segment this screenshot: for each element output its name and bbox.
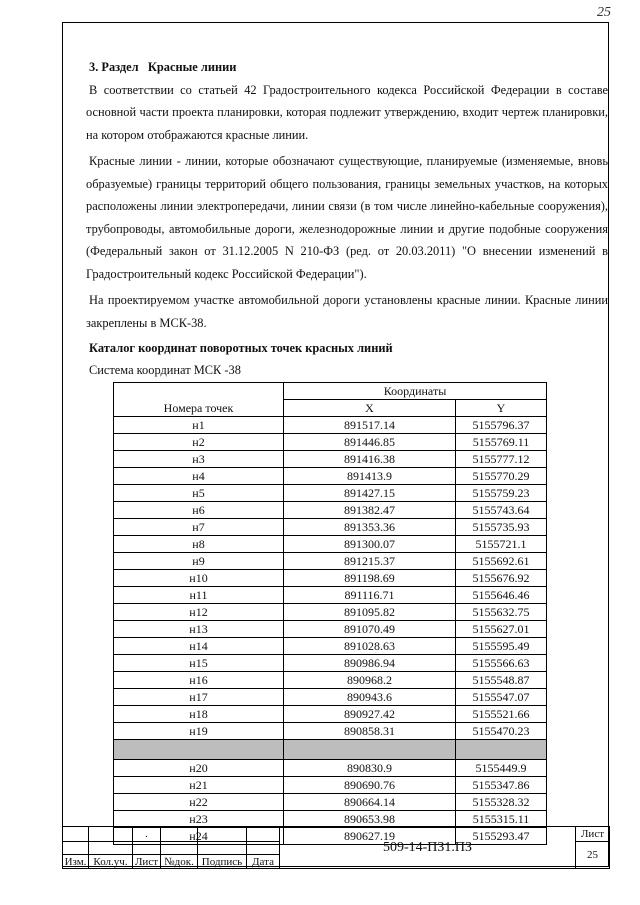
point-number-cell: н9: [114, 553, 284, 570]
catalog-title: Каталог координат поворотных точек красных линий: [89, 341, 393, 355]
title-block: [62, 826, 610, 869]
y-cell: 5155449.9: [456, 760, 547, 777]
y-cell: 5155328.32: [456, 794, 547, 811]
x-cell: 891198.69: [284, 570, 456, 587]
table-separator: [114, 740, 547, 760]
x-cell: 890968.2: [284, 672, 456, 689]
point-number-cell: н20: [114, 760, 284, 777]
point-number-cell: н17: [114, 689, 284, 706]
point-number-cell: н8: [114, 536, 284, 553]
x-cell: 890690.76: [284, 777, 456, 794]
point-number-cell: н4: [114, 468, 284, 485]
stamp-dot: .: [133, 827, 161, 842]
paragraph-1: В соответствии со статьей 42 Градостроительного кодекса Российской Федерации в составе основной части проекта планировки, которая подлежит утверждению, входит чертеж планировки, на котором отображаются красные линии.: [86, 82, 608, 142]
x-cell: 891427.15: [284, 485, 456, 502]
table-row: [114, 468, 547, 485]
x-cell: 891413.9: [284, 468, 456, 485]
x-cell: 891382.47: [284, 502, 456, 519]
stamp-col-data: Дата: [247, 855, 280, 869]
stamp-col-izm: Изм.: [63, 855, 89, 869]
point-number-cell: н13: [114, 621, 284, 638]
y-cell: 5155627.01: [456, 621, 547, 638]
table-row: [114, 672, 547, 689]
y-cell: 5155721.1: [456, 536, 547, 553]
y-cell: 5155470.23: [456, 723, 547, 740]
x-cell: 890858.31: [284, 723, 456, 740]
y-cell: 5155548.87: [456, 672, 547, 689]
header-x: X: [284, 400, 456, 417]
point-number-cell: н24: [114, 828, 284, 845]
table-row: [114, 451, 547, 468]
x-cell: 891517.14: [284, 417, 456, 434]
paragraph-2: Красные линии - линии, которые обозначают существующие, планируемые (изменяемые, вновь образуемые) границы территорий общего пользования, границы земельных участков, на которых расположены линии электропередачи, линии связи (в том числе линейно-кабельные сооружения), трубопроводы, автомобильные дороги, железнодорожные линии и другие подобные сооружения (Федеральный закон от 31.12.2005 N 210-ФЗ (ред. от 20.03.2011) "О внесении изменений в Градостроительный кодекс Российской Федерации").: [86, 154, 608, 281]
header-points: Номера точек: [114, 383, 284, 417]
table-row: [114, 553, 547, 570]
x-cell: 891446.85: [284, 434, 456, 451]
y-cell: 5155521.66: [456, 706, 547, 723]
point-number-cell: н2: [114, 434, 284, 451]
table-row: [114, 723, 547, 740]
y-cell: 5155759.23: [456, 485, 547, 502]
point-number-cell: н18: [114, 706, 284, 723]
table-row: [114, 587, 547, 604]
table-body-a: [114, 417, 547, 740]
y-cell: 5155293.47: [456, 828, 547, 845]
paragraph-3: На проектируемом участке автомобильной дороги установлены красные линии. Красные линии закреплены в МСК-38.: [86, 293, 608, 330]
table-row: [114, 777, 547, 794]
y-cell: 5155770.29: [456, 468, 547, 485]
x-cell: 891028.63: [284, 638, 456, 655]
header-coordinates: Координаты: [284, 383, 547, 400]
y-cell: 5155676.92: [456, 570, 547, 587]
page-corner-number: 25: [597, 5, 611, 20]
coordinates-table: [113, 382, 547, 845]
point-number-cell: н22: [114, 794, 284, 811]
sheet-label: Лист: [576, 827, 610, 842]
point-number-cell: н16: [114, 672, 284, 689]
y-cell: 5155692.61: [456, 553, 547, 570]
point-number-cell: н5: [114, 485, 284, 502]
point-number-cell: н1: [114, 417, 284, 434]
x-cell: 890943.6: [284, 689, 456, 706]
section-heading: 3. Раздел Красные линии: [89, 60, 237, 74]
table-row: [114, 794, 547, 811]
separator-row: [114, 740, 547, 760]
point-number-cell: н6: [114, 502, 284, 519]
y-cell: 5155595.49: [456, 638, 547, 655]
y-cell: 5155632.75: [456, 604, 547, 621]
table-row: [114, 485, 547, 502]
table-row: [114, 689, 547, 706]
x-cell: 891095.82: [284, 604, 456, 621]
header-y: Y: [456, 400, 547, 417]
y-cell: 5155796.37: [456, 417, 547, 434]
table-row: [114, 706, 547, 723]
x-cell: 891070.49: [284, 621, 456, 638]
table-row: [114, 519, 547, 536]
point-number-cell: н11: [114, 587, 284, 604]
table-row: [114, 502, 547, 519]
y-cell: 5155646.46: [456, 587, 547, 604]
table-row: [114, 760, 547, 777]
point-number-cell: н12: [114, 604, 284, 621]
table-row: [114, 570, 547, 587]
x-cell: 890986.94: [284, 655, 456, 672]
x-cell: 891353.36: [284, 519, 456, 536]
point-number-cell: н21: [114, 777, 284, 794]
table-row: [114, 621, 547, 638]
coordinate-system-label: Система координат МСК -38: [89, 363, 241, 377]
x-cell: 890830.9: [284, 760, 456, 777]
table-row: [114, 604, 547, 621]
table-row: [114, 638, 547, 655]
section-text: [86, 56, 608, 334]
stamp-col-podpis: Подпись: [198, 855, 247, 869]
y-cell: 5155315.11: [456, 811, 547, 828]
point-number-cell: н23: [114, 811, 284, 828]
x-cell: 890627.19: [284, 828, 456, 845]
x-cell: 891416.38: [284, 451, 456, 468]
y-cell: 5155769.11: [456, 434, 547, 451]
x-cell: 891300.07: [284, 536, 456, 553]
stamp-col-list: Лист: [133, 855, 161, 869]
table-row: [114, 655, 547, 672]
table-row: [114, 811, 547, 828]
y-cell: 5155777.12: [456, 451, 547, 468]
x-cell: 890927.42: [284, 706, 456, 723]
x-cell: 891116.71: [284, 587, 456, 604]
y-cell: 5155566.63: [456, 655, 547, 672]
stamp-col-ndok: №док.: [161, 855, 198, 869]
y-cell: 5155347.86: [456, 777, 547, 794]
y-cell: 5155743.64: [456, 502, 547, 519]
x-cell: 890653.98: [284, 811, 456, 828]
sheet-number: 25: [576, 842, 610, 869]
x-cell: 891215.37: [284, 553, 456, 570]
table-row: [114, 417, 547, 434]
point-number-cell: н10: [114, 570, 284, 587]
x-cell: 890664.14: [284, 794, 456, 811]
y-cell: 5155547.07: [456, 689, 547, 706]
point-number-cell: н15: [114, 655, 284, 672]
point-number-cell: н7: [114, 519, 284, 536]
document-code: 509-14-ПЗ1.ПЗ: [280, 827, 576, 869]
point-number-cell: н3: [114, 451, 284, 468]
table-row: [114, 536, 547, 553]
y-cell: 5155735.93: [456, 519, 547, 536]
stamp-col-kolvo: Кол.уч.: [89, 855, 133, 869]
point-number-cell: н14: [114, 638, 284, 655]
point-number-cell: н19: [114, 723, 284, 740]
table-row: [114, 434, 547, 451]
